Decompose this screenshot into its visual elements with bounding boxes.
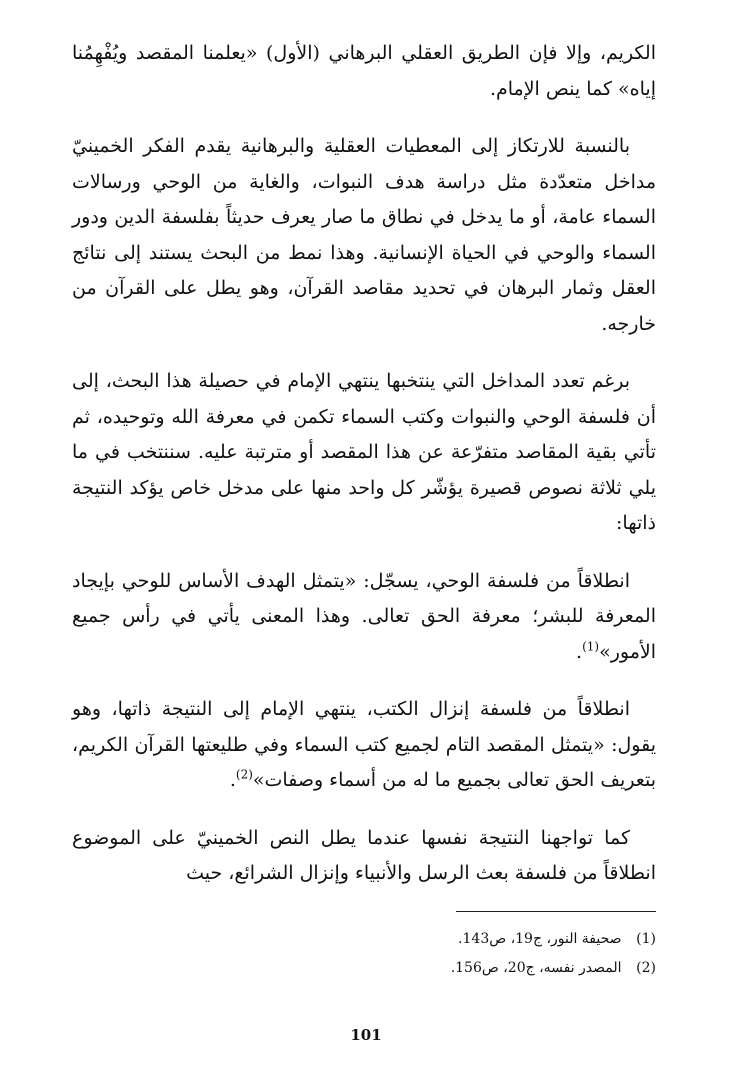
paragraph-4-end: . [576, 640, 583, 663]
footnote-2-number: (2) [636, 960, 656, 976]
paragraph-3 [72, 364, 656, 542]
paragraph-4-text: انطلاقاً من فلسفة الوحي، يسجّل: «يتمثل الهدف الأساس للوحي بإيجاد المعرفة للبشر؛ معرفة الحق تعالى. وهذا المعنى يأتي في رأس جميع الأمور» [72, 569, 656, 663]
paragraph-1-text: الكريم، وإلا فإن الطريق العقلي البرهاني (الأول) «يعلمنا المقصد ويُفْهِمُنا إياه» كما ينص الإمام. [72, 42, 656, 100]
page-number: 101 [350, 1026, 382, 1044]
paragraph-2 [72, 129, 656, 342]
footnote-ref-1: (1) [582, 639, 600, 654]
footnote-1-text: صحيفة النور، ج19، ص143. [458, 931, 622, 947]
paragraph-6-text: كما تواجهنا النتيجة نفسها عندما يطل النص الخمينيّ على الموضوع انطلاقاً من فلسفة بعث الرسل والأنبياء وإنزال الشرائع، حيث [72, 826, 656, 884]
footnote-1 [300, 925, 656, 954]
footnote-1-number: (1) [636, 931, 656, 947]
paragraph-5-text: انطلاقاً من فلسفة إنزال الكتب، ينتهي الإمام إلى النتيجة ذاتها، وهو يقول: «يتمثل المقصد التام لجميع كتب السماء وفي طليعتها القرآن الكريم، بتعريف الحق تعالى بجميع ما له من أسماء وصفات» [72, 698, 656, 791]
paragraph-2-text: بالنسبة للارتكاز إلى المعطيات العقلية والبرهانية يقدم الفكر الخمينيّ مداخل متعدّدة مثل دراسة هدف النبوات، والغاية من الوحي ورسالات السماء عامة، أو ما يدخل في نطاق ما صار يعرف حديثاً بفلسفة الدين ودور السماء والوحي في الحياة الإنسانية. وهذا نمط من البحث يستند إلى نتائج العقل وثمار البرهان في تحديد مقاصد القرآن، وهو يطل على القرآن من خارجه. [72, 135, 656, 335]
paragraph-5-end: . [229, 769, 236, 791]
page-body [72, 36, 656, 914]
paragraph-5 [72, 692, 656, 799]
paragraph-1 [72, 36, 656, 107]
footnote-2-text: المصدر نفسه، ج20، ص156. [450, 960, 622, 976]
footnote-ref-2: (2) [235, 767, 253, 782]
footnote-divider [456, 911, 656, 912]
paragraph-4 [72, 564, 656, 671]
paragraph-6 [72, 821, 656, 892]
footnotes [300, 925, 656, 983]
paragraph-3-text: برغم تعدد المداخل التي ينتخبها ينتهي الإمام في حصيلة هذا البحث، إلى أن فلسفة الوحي والنبوات وكتب السماء تكمن في معرفة الله وتوحيده، ثم تأتي بقية المقاصد متفرّعة عن هذا المقصد أو مترتبة عليه. سننتخب في ما يلي ثلاثة نصوص قصيرة يؤشّر كل واحد منها على مدخل خاص يؤكد النتيجة ذاتها: [72, 370, 656, 534]
footnote-2 [300, 954, 656, 983]
